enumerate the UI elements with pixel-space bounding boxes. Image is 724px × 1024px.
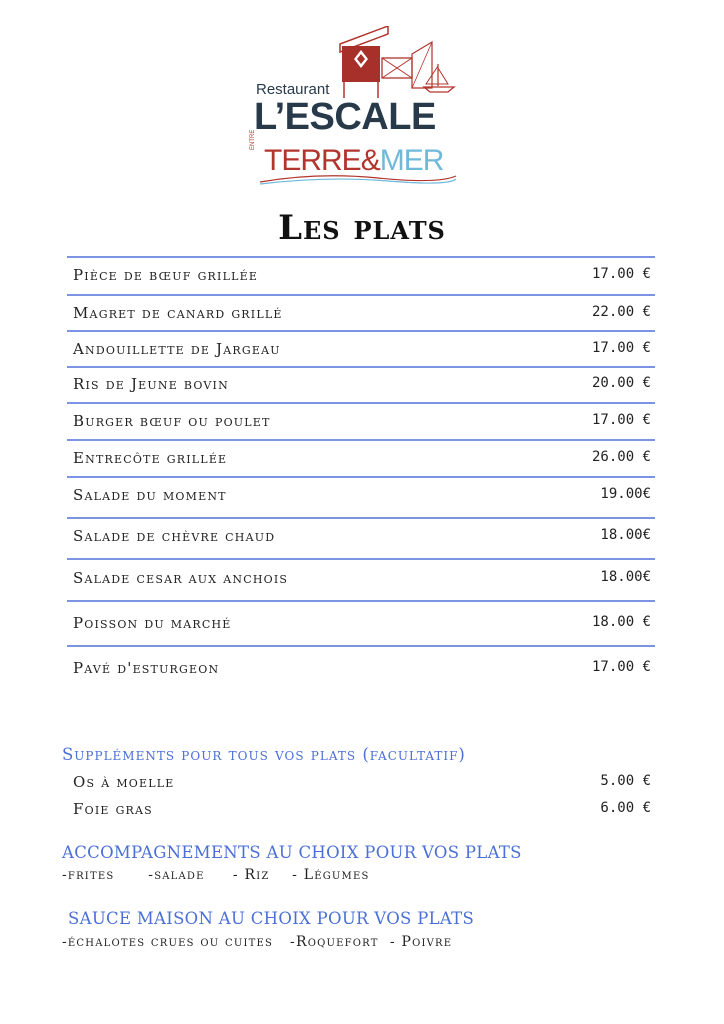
accompagnements-title: ACCOMPAGNEMENTS AU CHOIX POUR VOS PLATS xyxy=(62,843,522,862)
menu-item-name: Burger bœuf ou poulet xyxy=(73,412,271,430)
menu-item-price: 18.00€ xyxy=(600,527,651,543)
menu-item-name: Ris de Jeune bovin xyxy=(73,375,229,393)
menu-divider xyxy=(67,517,655,519)
menu-item-price: 22.00 € xyxy=(591,304,651,320)
restaurant-logo xyxy=(248,26,458,186)
sauces-list: -échalotes crues ou cuites -Roquefort - Poivre xyxy=(62,934,453,950)
menu-divider xyxy=(67,600,655,602)
menu-item-price: 17.00 € xyxy=(591,266,651,282)
menu-divider xyxy=(67,366,655,368)
page-title: Les plats xyxy=(278,208,446,248)
logo-mer: MER xyxy=(379,144,444,177)
menu-divider xyxy=(67,294,655,296)
menu-item-price: 17.00 € xyxy=(591,659,651,675)
menu-item-name: Pavé d'esturgeon xyxy=(73,659,220,677)
menu-divider xyxy=(67,402,655,404)
supplement-item-price: 6.00 € xyxy=(600,800,651,816)
logo-name: L’ESCALE xyxy=(254,96,436,138)
supplement-item-price: 5.00 € xyxy=(600,773,651,789)
menu-item-name: Magret de canard grillé xyxy=(73,304,283,322)
supplement-item-name: Foie gras xyxy=(73,800,153,818)
menu-divider xyxy=(67,256,655,258)
menu-item-name: Entrecôte grillée xyxy=(73,449,228,467)
logo-entre-label: ENTRE xyxy=(250,129,256,150)
menu-item-name: Salade de chèvre chaud xyxy=(73,527,276,545)
accompagnements-list: -frites -salade - Riz - Légumes xyxy=(62,867,370,883)
menu-divider xyxy=(67,558,655,560)
menu-divider xyxy=(67,645,655,647)
supplements-title: Suppléments pour tous vos plats (facultatif) xyxy=(62,745,466,764)
menu-item-price: 19.00€ xyxy=(600,486,651,502)
logo-terre: TERRE xyxy=(264,144,361,177)
menu-divider xyxy=(67,476,655,478)
menu-item-name: Andouillette de Jargeau xyxy=(73,340,281,358)
menu-item-price: 18.00€ xyxy=(600,569,651,585)
menu-item-name: Salade cesar aux anchois xyxy=(73,569,289,587)
sauces-title: SAUCE MAISON AU CHOIX POUR VOS PLATS xyxy=(68,909,475,928)
menu-item-name: Salade du moment xyxy=(73,486,227,504)
menu-item-price: 17.00 € xyxy=(591,412,651,428)
menu-item-price: 18.00 € xyxy=(591,614,651,630)
menu-item-price: 17.00 € xyxy=(591,340,651,356)
menu-divider xyxy=(67,439,655,441)
menu-item-price: 26.00 € xyxy=(591,449,651,465)
wave-underline-icon xyxy=(258,172,458,186)
menu-divider xyxy=(67,330,655,332)
logo-ampersand: & xyxy=(360,144,380,177)
logo-restaurant-label: Restaurant xyxy=(256,81,330,98)
menu-item-name: Poisson du marché xyxy=(73,614,232,632)
supplement-item-name: Os à moelle xyxy=(73,773,175,791)
menu-item-price: 20.00 € xyxy=(591,375,651,391)
menu-item-name: Pièce de bœuf grillée xyxy=(73,266,259,284)
